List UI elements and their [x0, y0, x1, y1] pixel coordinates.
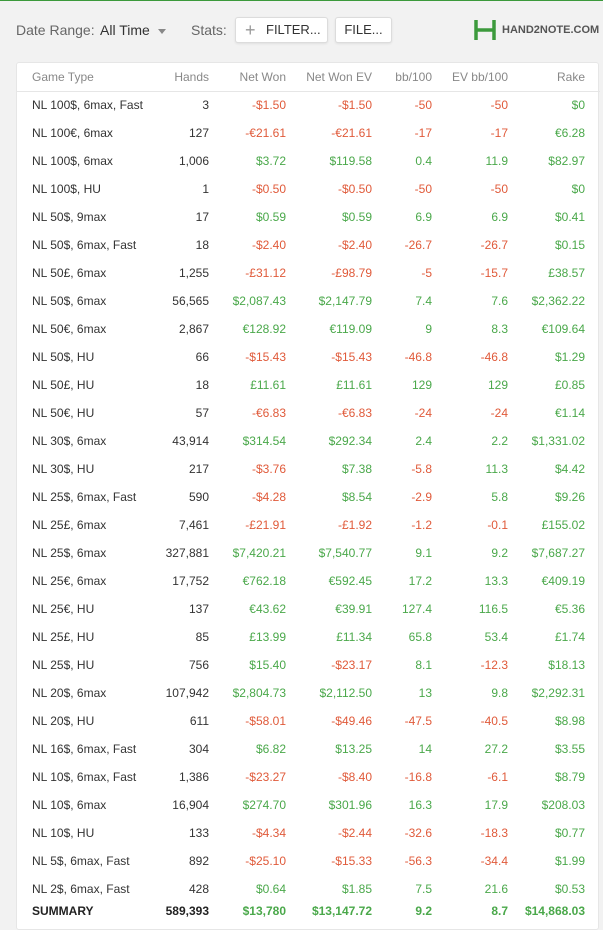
cell-bb100: 6.9	[415, 210, 432, 224]
cell-game-type: NL 50$, 9max	[32, 210, 107, 224]
cell-rake: $14,868.03	[524, 904, 585, 918]
cell-ev-bb100: -18.3	[480, 826, 508, 840]
cell-net-won-ev: $301.96	[328, 798, 372, 812]
cell-rake: $82.97	[548, 154, 585, 168]
column-header-hands[interactable]: Hands	[174, 70, 209, 84]
cell-ev-bb100: 21.6	[484, 882, 508, 896]
cell-net-won-ev: €119.09	[329, 322, 372, 336]
cell-game-type: NL 5$, 6max, Fast	[32, 854, 130, 868]
column-header-ev-bb100[interactable]: EV bb/100	[451, 70, 508, 84]
cell-ev-bb100: 6.9	[491, 210, 508, 224]
cell-hands: 2,867	[178, 322, 209, 336]
cell-game-type: NL 10$, 6max, Fast	[32, 770, 137, 784]
cell-bb100: 17.2	[408, 574, 432, 588]
cell-game-type: NL 25$, HU	[32, 658, 95, 672]
cell-net-won-ev: -$1.50	[337, 98, 372, 112]
cell-rake: €6.28	[554, 126, 585, 140]
table-row[interactable]	[17, 651, 600, 679]
cell-net-won: -$1.50	[251, 98, 286, 112]
cell-game-type: NL 50$, 6max	[32, 294, 107, 308]
cell-game-type: NL 25£, HU	[32, 630, 95, 644]
cell-hands: 327,881	[165, 546, 209, 560]
cell-ev-bb100: -50	[490, 98, 508, 112]
cell-rake: $4.42	[554, 462, 585, 476]
cell-bb100: -46.8	[404, 350, 432, 364]
table-row[interactable]	[17, 119, 600, 147]
cell-hands: 1,255	[178, 266, 209, 280]
table-row[interactable]	[17, 679, 600, 707]
cell-hands: 133	[188, 826, 209, 840]
cell-net-won-ev: -€21.61	[331, 126, 372, 140]
cell-net-won: $274.70	[242, 798, 286, 812]
cell-net-won-ev: $292.34	[328, 434, 372, 448]
cell-bb100: -26.7	[404, 238, 432, 252]
cell-ev-bb100: -0.1	[487, 518, 508, 532]
cell-net-won: £11.61	[250, 378, 286, 392]
cell-game-type: NL 50$, HU	[32, 350, 95, 364]
cell-net-won-ev: £11.61	[336, 378, 372, 392]
cell-rake: $1,331.02	[531, 434, 585, 448]
cell-ev-bb100: 8.3	[491, 322, 508, 336]
cell-hands: 43,914	[172, 434, 209, 448]
cell-hands: 892	[188, 854, 209, 868]
cell-hands: 1,386	[178, 770, 209, 784]
cell-ev-bb100: 11.3	[485, 462, 508, 476]
cell-rake: $2,292.31	[531, 686, 585, 700]
cell-bb100: 9.2	[415, 904, 432, 918]
cell-hands: 217	[188, 462, 209, 476]
cell-net-won: $7,420.21	[232, 546, 286, 560]
table-row[interactable]	[17, 371, 600, 399]
cell-bb100: 7.4	[415, 294, 432, 308]
cell-ev-bb100: -17	[490, 126, 508, 140]
table-row[interactable]	[17, 511, 600, 539]
cell-ev-bb100: 9.2	[491, 546, 508, 560]
table-header	[17, 63, 600, 92]
cell-bb100: -24	[414, 406, 432, 420]
table-row[interactable]	[17, 203, 600, 231]
table-row[interactable]	[17, 399, 600, 427]
cell-ev-bb100: -40.5	[480, 714, 508, 728]
hand2note-logo-icon	[474, 18, 496, 42]
cell-rake: $0.53	[554, 882, 585, 896]
cell-rake: €5.36	[554, 602, 585, 616]
cell-hands: 1,006	[178, 154, 209, 168]
cell-net-won-ev: -$2.44	[337, 826, 372, 840]
cell-ev-bb100: -12.3	[480, 658, 508, 672]
cell-net-won-ev: -$8.40	[337, 770, 372, 784]
cell-game-type: NL 25$, 6max	[32, 546, 107, 560]
cell-net-won: €43.62	[249, 602, 286, 616]
cell-game-type: NL 100€, 6max	[32, 126, 113, 140]
cell-hands: 304	[188, 742, 209, 756]
cell-rake: $0	[571, 182, 585, 196]
table-row[interactable]	[17, 819, 600, 847]
cell-net-won-ev: £11.34	[336, 630, 372, 644]
cell-game-type: NL 100$, 6max	[32, 154, 113, 168]
cell-hands: 756	[188, 658, 209, 672]
column-header-game-type[interactable]: Game Type	[32, 70, 94, 84]
stats-table	[16, 62, 599, 930]
cell-net-won: -$4.34	[251, 826, 286, 840]
cell-net-won-ev: $2,147.79	[318, 294, 372, 308]
cell-hands: 17	[195, 210, 209, 224]
cell-net-won: -£21.91	[245, 518, 286, 532]
cell-rake: €1.14	[554, 406, 585, 420]
table-row[interactable]	[17, 91, 600, 119]
cell-net-won: $15.40	[249, 658, 286, 672]
cell-bb100: 14	[418, 742, 432, 756]
cell-net-won-ev: $7,540.77	[318, 546, 372, 560]
cell-ev-bb100: -26.7	[480, 238, 508, 252]
date-range-label: Date Range:	[16, 22, 95, 38]
table-row[interactable]	[17, 175, 600, 203]
cell-hands: 16,904	[172, 798, 209, 812]
cell-rake: $3.55	[554, 742, 585, 756]
cell-game-type: NL 25€, HU	[32, 602, 95, 616]
table-row[interactable]	[17, 287, 600, 315]
cell-game-type: NL 25£, 6max	[32, 518, 107, 532]
cell-bb100: 16.3	[408, 798, 432, 812]
cell-rake: $8.79	[554, 770, 585, 784]
cell-game-type: NL 50$, 6max, Fast	[32, 238, 137, 252]
cell-game-type: NL 25$, 6max, Fast	[32, 490, 137, 504]
table-row[interactable]	[17, 259, 600, 287]
cell-game-type: NL 100$, HU	[32, 182, 101, 196]
table-row[interactable]	[17, 847, 600, 875]
logo-text: HAND2NOTE.COM	[502, 24, 600, 36]
cell-rake: $18.13	[548, 658, 585, 672]
cell-game-type: NL 50£, 6max	[32, 266, 107, 280]
plus-icon: +	[245, 20, 256, 40]
cell-ev-bb100: 8.7	[491, 904, 508, 918]
date-range-dropdown[interactable]: All Time	[100, 22, 150, 38]
table-row[interactable]	[17, 147, 600, 175]
cell-bb100: -16.8	[404, 770, 432, 784]
cell-net-won: $6.82	[255, 742, 286, 756]
table-row[interactable]	[17, 763, 600, 791]
cell-rake: €109.64	[541, 322, 585, 336]
cell-bb100: 9.1	[415, 546, 432, 560]
cell-hands: 428	[188, 882, 209, 896]
table-row[interactable]	[17, 343, 600, 371]
cell-hands: 127	[188, 126, 209, 140]
summary-row[interactable]	[17, 897, 600, 925]
cell-net-won: -$25.10	[245, 854, 286, 868]
table-row[interactable]	[17, 707, 600, 735]
cell-net-won: €128.92	[242, 322, 286, 336]
cell-net-won: €762.18	[242, 574, 286, 588]
cell-net-won-ev: -€6.83	[337, 406, 372, 420]
cell-rake: $208.03	[541, 798, 585, 812]
cell-rake: €409.19	[541, 574, 585, 588]
cell-bb100: 8.1	[415, 658, 432, 672]
column-header-bb100[interactable]: bb/100	[395, 70, 432, 84]
cell-net-won: $13,780	[242, 904, 286, 918]
cell-game-type: NL 50£, HU	[32, 378, 95, 392]
cell-ev-bb100: 5.8	[491, 490, 508, 504]
table-row[interactable]	[17, 567, 600, 595]
cell-bb100: -2.9	[411, 490, 432, 504]
cell-ev-bb100: 11.9	[485, 154, 508, 168]
cell-net-won-ev: $13,147.72	[311, 904, 372, 918]
cell-net-won-ev: -$49.46	[331, 714, 372, 728]
table-row[interactable]	[17, 791, 600, 819]
cell-hands: 611	[189, 714, 209, 728]
cell-bb100: 13	[418, 686, 432, 700]
cell-net-won: -$4.28	[251, 490, 286, 504]
filter-button-label: FILTER...	[266, 22, 321, 37]
cell-hands: 137	[188, 602, 209, 616]
cell-net-won-ev: $119.58	[329, 154, 372, 168]
cell-game-type: NL 16$, 6max, Fast	[32, 742, 137, 756]
cell-net-won: $314.54	[242, 434, 286, 448]
cell-hands: 66	[195, 350, 209, 364]
cell-game-type: NL 50€, 6max	[32, 322, 107, 336]
table-row[interactable]	[17, 427, 600, 455]
cell-hands: 7,461	[178, 518, 209, 532]
cell-net-won: -$3.76	[251, 462, 286, 476]
cell-bb100: -5.8	[411, 462, 432, 476]
cell-net-won-ev: €592.45	[328, 574, 372, 588]
cell-net-won-ev: -£98.79	[331, 266, 372, 280]
cell-bb100: -47.5	[404, 714, 432, 728]
cell-net-won: -€6.83	[251, 406, 286, 420]
cell-rake: $0	[571, 98, 585, 112]
table-row[interactable]	[17, 483, 600, 511]
cell-rake: $8.98	[554, 714, 585, 728]
cell-rake: $0.41	[554, 210, 585, 224]
cell-net-won-ev: $2,112.50	[319, 686, 372, 700]
cell-net-won-ev: -$15.33	[331, 854, 372, 868]
cell-rake: £1.74	[554, 630, 585, 644]
cell-game-type: NL 10$, HU	[32, 826, 95, 840]
cell-rake: $0.77	[554, 826, 585, 840]
table-row[interactable]	[17, 455, 600, 483]
cell-hands: 18	[195, 378, 209, 392]
cell-bb100: -32.6	[404, 826, 432, 840]
cell-net-won-ev: -$2.40	[337, 238, 372, 252]
cell-game-type: NL 30$, 6max	[32, 434, 107, 448]
cell-ev-bb100: 116.5	[478, 602, 508, 616]
cell-ev-bb100: 2.2	[491, 434, 508, 448]
cell-bb100: -5	[421, 266, 432, 280]
cell-bb100: -17	[414, 126, 432, 140]
cell-net-won-ev: €39.91	[335, 602, 372, 616]
cell-ev-bb100: -46.8	[480, 350, 508, 364]
column-header-net-won-ev[interactable]: Net Won EV	[306, 70, 372, 84]
cell-net-won-ev: $8.54	[341, 490, 372, 504]
cell-bb100: 65.8	[408, 630, 432, 644]
table-row[interactable]	[17, 315, 600, 343]
cell-net-won-ev: $7.38	[341, 462, 372, 476]
cell-hands: 56,565	[172, 294, 209, 308]
cell-game-type: NL 100$, 6max, Fast	[32, 98, 143, 112]
cell-net-won-ev: -$0.50	[337, 182, 372, 196]
cell-rake: $9.26	[554, 490, 585, 504]
cell-hands: 1	[202, 182, 209, 196]
cell-ev-bb100: 53.4	[484, 630, 508, 644]
cell-ev-bb100: -24	[490, 406, 508, 420]
table-row[interactable]	[17, 539, 600, 567]
cell-ev-bb100: 13.3	[484, 574, 508, 588]
table-row[interactable]	[17, 623, 600, 651]
cell-bb100: -50	[414, 98, 432, 112]
cell-rake: £38.57	[548, 266, 585, 280]
column-header-rake[interactable]: Rake	[556, 70, 585, 84]
column-header-net-won[interactable]: Net Won	[239, 70, 286, 84]
cell-bb100: 7.5	[415, 882, 432, 896]
cell-net-won: -$0.50	[251, 182, 286, 196]
toolbar	[0, 1, 603, 61]
file-button[interactable]: FILE...	[335, 17, 392, 43]
cell-bb100: -50	[414, 182, 432, 196]
cell-net-won-ev: $13.25	[335, 742, 372, 756]
cell-ev-bb100: 17.9	[484, 798, 508, 812]
cell-hands: 18	[195, 238, 209, 252]
cell-rake: $2,362.22	[531, 294, 585, 308]
cell-ev-bb100: -6.1	[487, 770, 508, 784]
cell-net-won: -$15.43	[245, 350, 286, 364]
cell-bb100: 127.4	[401, 602, 432, 616]
cell-net-won-ev: $1.85	[341, 882, 372, 896]
cell-hands: 85	[195, 630, 209, 644]
cell-ev-bb100: 9.8	[491, 686, 508, 700]
cell-net-won: $3.72	[255, 154, 286, 168]
cell-hands: 589,393	[165, 904, 209, 918]
cell-net-won: -£31.12	[245, 266, 286, 280]
cell-bb100: 129	[411, 378, 432, 392]
cell-net-won: -$58.01	[245, 714, 286, 728]
stats-label: Stats:	[191, 22, 227, 38]
cell-game-type: NL 30$, HU	[32, 462, 95, 476]
cell-ev-bb100: -15.7	[480, 266, 508, 280]
cell-game-type: NL 10$, 6max	[32, 798, 107, 812]
cell-rake: £155.02	[541, 518, 585, 532]
table-row[interactable]	[17, 595, 600, 623]
cell-game-type: NL 20$, HU	[32, 714, 95, 728]
cell-rake: $0.15	[554, 238, 585, 252]
logo	[474, 18, 603, 44]
cell-ev-bb100: 27.2	[484, 742, 508, 756]
cell-net-won: £13.99	[249, 630, 286, 644]
cell-bb100: 2.4	[415, 434, 432, 448]
cell-hands: 590	[188, 490, 209, 504]
cell-ev-bb100: 129	[487, 378, 508, 392]
cell-game-type: NL 50€, HU	[32, 406, 95, 420]
cell-ev-bb100: -34.4	[480, 854, 508, 868]
cell-bb100: 9	[425, 322, 432, 336]
cell-net-won: -€21.61	[245, 126, 286, 140]
cell-net-won: $2,804.73	[232, 686, 286, 700]
filter-button[interactable]	[235, 17, 328, 43]
cell-game-type: NL 25€, 6max	[32, 574, 107, 588]
cell-hands: 57	[195, 406, 209, 420]
cell-rake: $1.99	[554, 854, 585, 868]
cell-bb100: -1.2	[411, 518, 432, 532]
table-row[interactable]	[17, 231, 600, 259]
cell-ev-bb100: 7.6	[491, 294, 508, 308]
cell-rake: $7,687.27	[531, 546, 585, 560]
cell-ev-bb100: -50	[490, 182, 508, 196]
cell-net-won-ev: -£1.92	[337, 518, 372, 532]
cell-bb100: 0.4	[415, 154, 432, 168]
cell-hands: 17,752	[172, 574, 209, 588]
cell-net-won-ev: -$23.17	[331, 658, 372, 672]
cell-net-won-ev: -$15.43	[331, 350, 372, 364]
table-row[interactable]	[17, 735, 600, 763]
cell-game-type: NL 20$, 6max	[32, 686, 107, 700]
cell-bb100: -56.3	[404, 854, 432, 868]
cell-net-won: $2,087.43	[232, 294, 286, 308]
cell-net-won: -$23.27	[245, 770, 286, 784]
cell-net-won: $0.59	[255, 210, 286, 224]
cell-rake: £0.85	[554, 378, 585, 392]
cell-net-won: $0.64	[255, 882, 286, 896]
cell-rake: $1.29	[554, 350, 585, 364]
cell-net-won-ev: $0.59	[341, 210, 372, 224]
cell-game-type: SUMMARY	[32, 904, 94, 918]
cell-hands: 3	[202, 98, 209, 112]
cell-net-won: -$2.40	[251, 238, 286, 252]
cell-hands: 107,942	[165, 686, 209, 700]
cell-game-type: NL 2$, 6max, Fast	[32, 882, 130, 896]
chevron-down-icon[interactable]	[158, 29, 166, 34]
